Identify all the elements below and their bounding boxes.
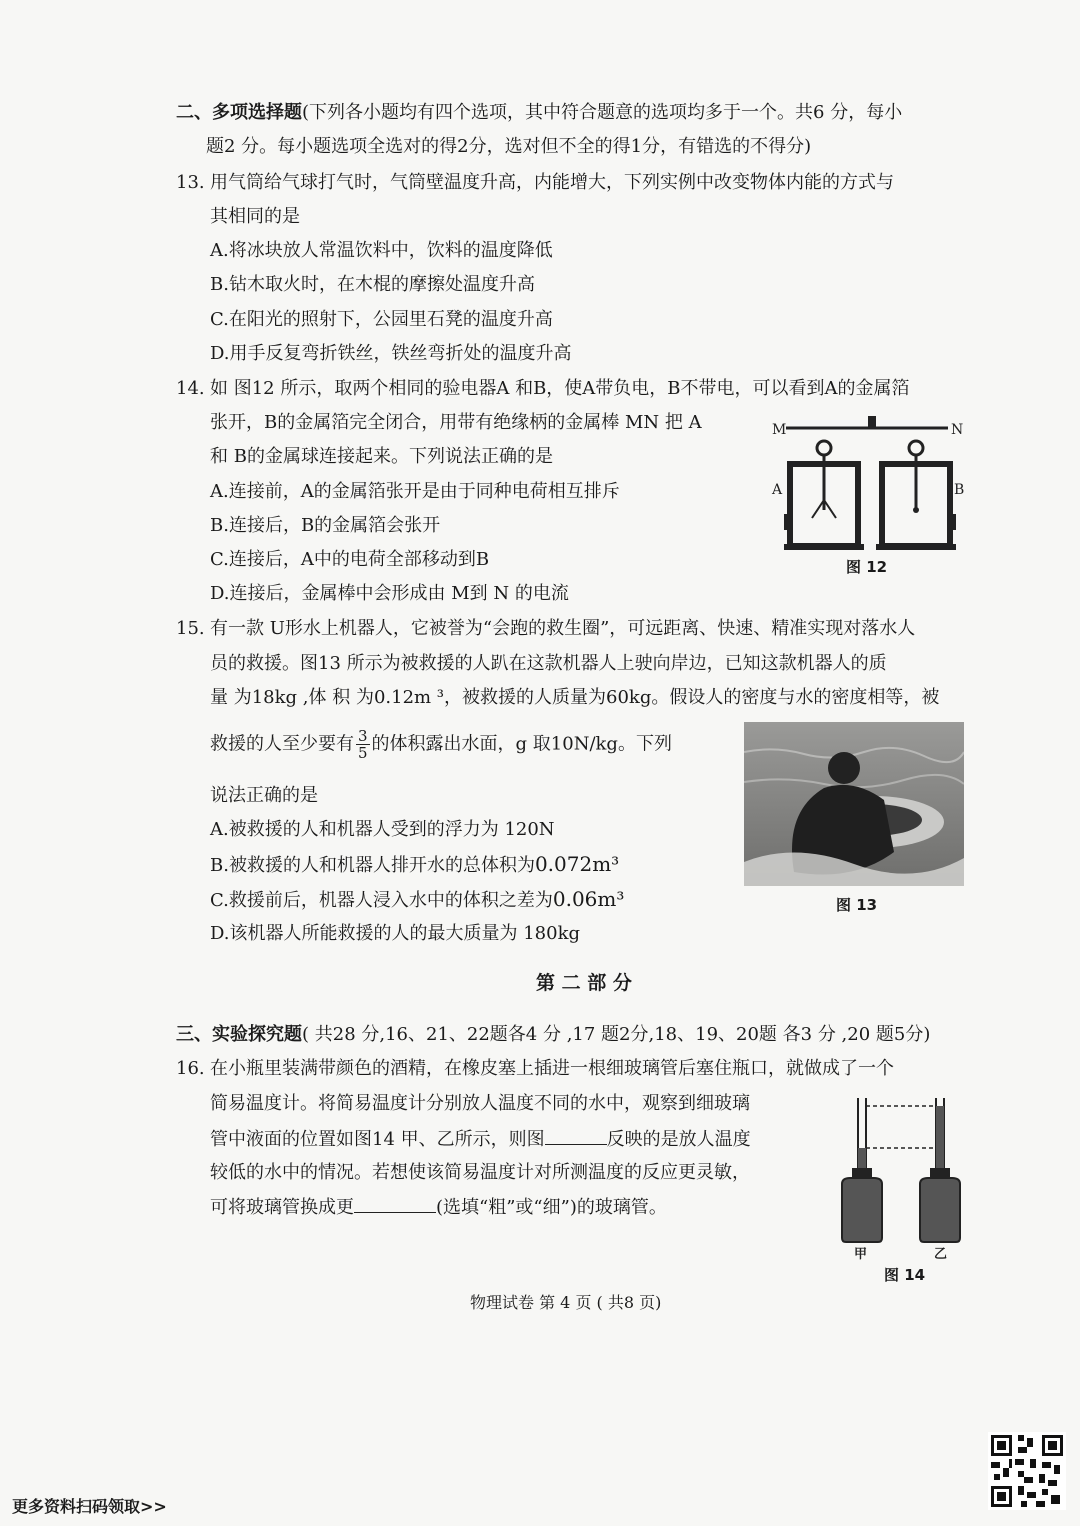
q13-option-d: D.用手反复弯折铁丝，铁丝弯折处的温度升高 <box>210 343 572 364</box>
q13-option-a: A.将冰块放人常温饮料中，饮料的温度降低 <box>210 240 553 261</box>
part-2-title: 第 二 部 分 <box>536 972 632 994</box>
q14-option-d: D.连接后，金属棒中会形成由 M到 N 的电流 <box>210 583 569 604</box>
figure-12-label-n: N <box>951 422 964 438</box>
figure-12-label-b: B <box>954 482 965 498</box>
q16-line-4: 较低的水中的情况。若想使该简易温度计对所测温度的反应更灵敏， <box>210 1162 750 1183</box>
q14-option-b: B.连接后，B的金属箔会张开 <box>210 515 441 536</box>
q16-line-3-post: 反映的是放人温度 <box>606 1129 751 1150</box>
q13-number: 13. <box>176 172 205 193</box>
section2-instructions-2: 题2 分。每小题选项全选对的得2分，选对但不全的得1分，有错选的不得分) <box>206 136 812 157</box>
section3-header <box>176 1022 930 1048</box>
fraction-numerator: 3 <box>358 727 368 745</box>
section3-heading: 三、实验探究题 <box>176 1024 302 1045</box>
figure-12-caption: 图 12 <box>846 558 888 576</box>
q15-option-b-text: B.被救援的人和机器人排开水的总体积为 <box>210 855 535 876</box>
q14-option-a: A.连接前，A的金属箔张开是由于同种电荷相互排斥 <box>210 481 620 502</box>
q16-line-3 <box>210 1126 751 1153</box>
figure-14-thermometers <box>830 1092 970 1262</box>
figure-14-caption: 图 14 <box>884 1266 926 1284</box>
figure-12-label-a: A <box>772 482 783 498</box>
q16-line-3-pre: 管中液面的位置如图14 甲、乙所示，则图 <box>210 1129 545 1150</box>
q16-line-5 <box>210 1194 667 1221</box>
q16-line-2: 简易温度计。将简易温度计分别放人温度不同的水中，观察到细玻璃 <box>210 1093 750 1114</box>
figure-12-electroscopes <box>768 410 968 560</box>
q16-number: 16. <box>176 1058 205 1079</box>
fraction-denominator: 5 <box>358 744 368 762</box>
q16-line-5-post: (选填“粗”或“细”)的玻璃管。 <box>436 1197 667 1218</box>
fraction-three-fifths <box>356 728 370 761</box>
q15-stem-4-pre: 救援的人至少要有 <box>210 733 354 755</box>
q15-option-c <box>210 886 624 914</box>
q15-number: 15. <box>176 618 205 639</box>
q14-option-c: C.连接后，A中的电荷全部移动到B <box>210 549 490 570</box>
q15-option-a: A.被救援的人和机器人受到的浮力为 120N <box>210 819 555 840</box>
q13-option-b: B.钻木取火时，在木棍的摩擦处温度升高 <box>210 274 535 295</box>
section3-instructions: ( 共28 分,16、21、22题各4 分 ,17 题2分,18、19、20题 各3 分 ,20 题5分) <box>302 1024 931 1045</box>
figure-13-caption: 图 13 <box>836 896 878 914</box>
q13-stem-2: 其相同的是 <box>210 206 300 227</box>
q16-line-1: 在小瓶里装满带颜色的酒精，在橡皮塞上插进一根细玻璃管后塞住瓶口，就做成了一个 <box>210 1058 894 1079</box>
q13-stem-1: 用气筒给气球打气时，气筒壁温度升高，内能增大，下列实例中改变物体内能的方式与 <box>210 172 894 193</box>
answer-blank-figure[interactable] <box>545 1126 607 1145</box>
q15-option-c-text: C.救援前后，机器人浸入水中的体积之差为 <box>210 890 553 911</box>
section2-heading: 二、多项选择题 <box>176 102 302 123</box>
q13-option-c: C.在阳光的照射下，公园里石凳的温度升高 <box>210 309 553 330</box>
figure-14-label-jia: 甲 <box>854 1247 868 1262</box>
q14-stem-3: 和 B的金属球连接起来。下列说法正确的是 <box>210 446 553 467</box>
section2-header <box>176 100 902 126</box>
q16-line-5-pre: 可将玻璃管换成更 <box>210 1197 354 1218</box>
q15-stem-3: 量 为18kg ,体 积 为0.12m ³，被救援的人质量为60kg。假设人的密度与水的密度相等，被 <box>210 687 940 708</box>
q15-option-b <box>210 851 619 879</box>
q15-option-c-value: 0.06m³ <box>552 887 625 911</box>
figure-13-photo <box>744 722 964 886</box>
figure-12-label-m: M <box>772 422 787 438</box>
figure-14-label-yi: 乙 <box>934 1247 948 1262</box>
q14-stem-1: 如 图12 所示，取两个相同的验电器A 和B，使A带负电，B不带电，可以看到A的金属箔 <box>210 378 910 399</box>
q15-stem-4 <box>210 728 672 761</box>
more-resources-text: 更多资料扫码领取>> <box>12 1497 167 1516</box>
answer-blank-tube[interactable] <box>354 1194 436 1213</box>
q14-stem-2: 张开，B的金属箔完全闭合，用带有绝缘柄的金属棒 MN 把 A <box>210 412 702 433</box>
page-footer: 物理试卷 第 4 页 ( 共8 页) <box>470 1293 662 1312</box>
q15-stem-4-post: 的体积露出水面，g 取10N/kg。下列 <box>371 733 672 755</box>
q15-option-b-value: 0.072m³ <box>534 852 620 876</box>
q14-number: 14. <box>176 378 205 399</box>
q15-stem-1: 有一款 U形水上机器人，它被誉为“会跑的救生圈”，可远距离、快速、精准实现对落水人 <box>210 618 916 639</box>
q15-stem-5: 说法正确的是 <box>210 785 318 806</box>
q15-stem-2: 员的救援。图13 所示为被救援的人趴在这款机器人上驶向岸边，已知这款机器人的质 <box>210 653 887 674</box>
qr-code[interactable] <box>988 1432 1066 1510</box>
q15-option-d: D.该机器人所能救援的人的最大质量为 180kg <box>210 923 581 944</box>
section2-instructions-1: (下列各小题均有四个选项，其中符合题意的选项均多于一个。共6 分，每小 <box>302 102 903 123</box>
